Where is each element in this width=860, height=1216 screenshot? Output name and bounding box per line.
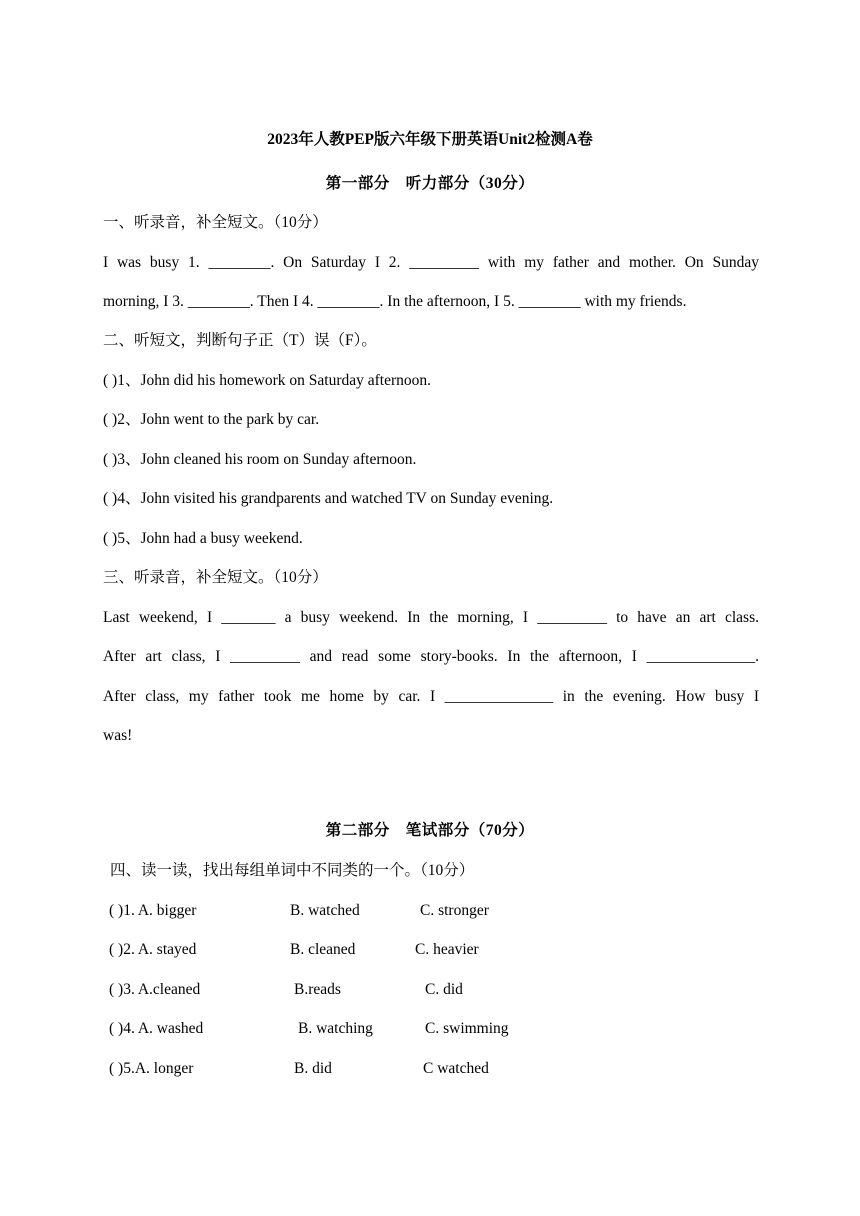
section1-line-1: I was busy 1. ________. On Saturday I 2. _________ with my father and mother. On Sunday: [103, 254, 759, 271]
section4-item-1-option-c: C. stronger: [420, 902, 489, 919]
section1-line-2: morning, I 3. ________. Then I 4. ________. In the afternoon, I 5. ________ with my friends.: [103, 293, 687, 310]
document-title: 2023年人教PEP版六年级下册英语Unit2检测A卷: [267, 131, 593, 148]
section2-item-4: ( )4、John visited his grandparents and watched TV on Sunday evening.: [103, 490, 554, 507]
section2-item-5: ( )5、John had a busy weekend.: [103, 530, 303, 547]
section1-heading: 一、听录音，补全短文。（10分）: [103, 214, 328, 231]
section2-item-3: ( )3、John cleaned his room on Sunday afternoon.: [103, 451, 417, 468]
section4-item-5-option-b: B. did: [294, 1060, 332, 1077]
section3-heading: 三、听录音，补全短文。（10分）: [103, 569, 328, 586]
section4-item-4-option-c: C. swimming: [425, 1020, 509, 1037]
section4-item-4-option-a: ( )4. A. washed: [109, 1020, 204, 1037]
section3-line-2: After art class, I _________ and read some story-books. In the afternoon, I ______________.: [103, 648, 759, 665]
section4-item-3-option-a: ( )3. A.cleaned: [109, 981, 201, 998]
section2-item-1: ( )1、John did his homework on Saturday afternoon.: [103, 372, 432, 389]
section4-item-5-option-a: ( )5.A. longer: [109, 1060, 194, 1077]
section4-item-1-option-a: ( )1. A. bigger: [109, 902, 197, 919]
section4-item-2-option-c: C. heavier: [415, 941, 479, 958]
section4-item-4-option-b: B. watching: [298, 1020, 373, 1037]
section4-item-3-option-b: B.reads: [294, 981, 341, 998]
section4-heading: 四、读一读，找出每组单词中不同类的一个。（10分）: [110, 862, 475, 879]
section3-line-3: After class, my father took me home by car. I ______________ in the evening. How busy I: [103, 688, 759, 705]
section4-item-2-option-b: B. cleaned: [290, 941, 356, 958]
section4-item-2-option-a: ( )2. A. stayed: [109, 941, 197, 958]
part2-heading: 第二部分 笔试部分（70分）: [325, 822, 535, 839]
section4-item-5-option-c: C watched: [423, 1060, 489, 1077]
section4-item-3-option-c: C. did: [425, 981, 463, 998]
section4-item-1-option-b: B. watched: [290, 902, 360, 919]
section3-line-4: was!: [103, 727, 133, 744]
section2-item-2: ( )2、John went to the park by car.: [103, 411, 320, 428]
section3-line-1: Last weekend, I _______ a busy weekend. In the morning, I _________ to have an art class.: [103, 609, 759, 626]
part1-heading: 第一部分 听力部分（30分）: [325, 175, 535, 192]
section2-heading: 二、听短文，判断句子正（T）误（F）。: [103, 332, 377, 349]
